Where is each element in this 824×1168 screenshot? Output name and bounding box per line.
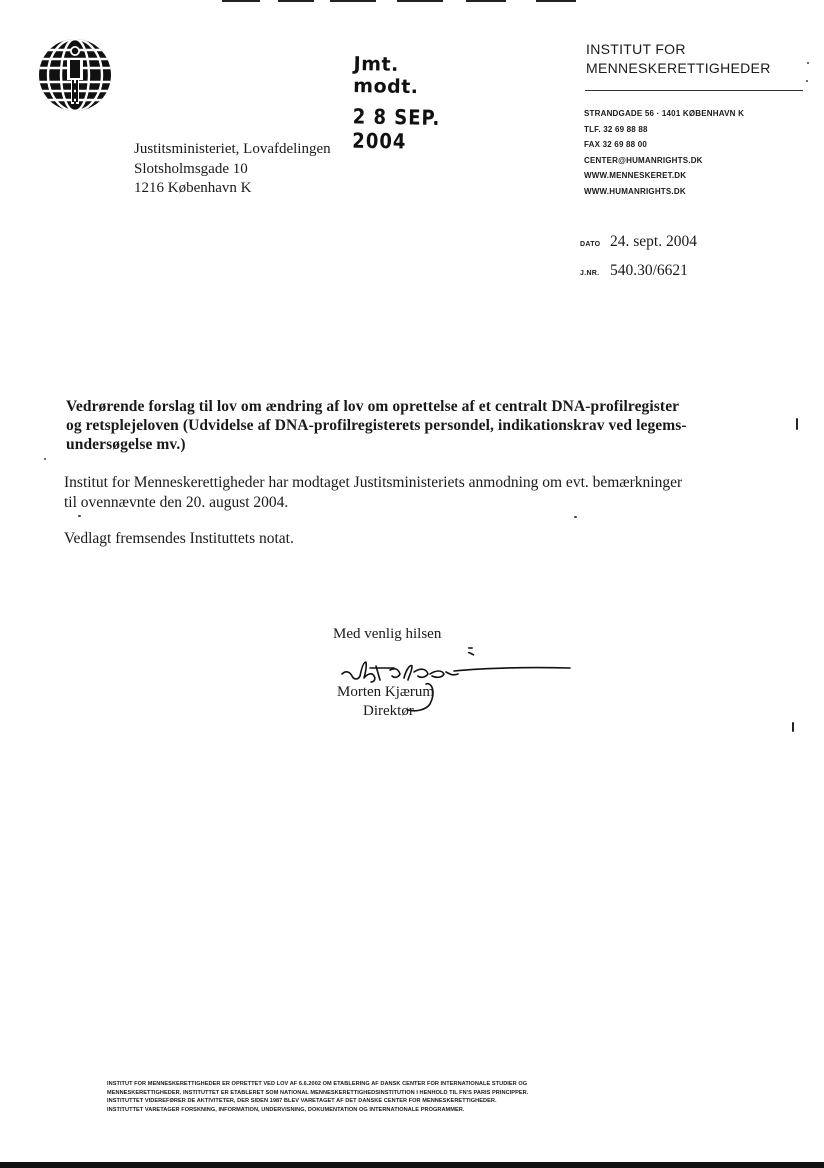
scan-line [536, 0, 576, 2]
institute-contact-block [584, 106, 744, 199]
institute-email: CENTER@HUMANRIGHTS.DK [584, 155, 703, 165]
institute-website-2: WWW.HUMANRIGHTS.DK [584, 186, 686, 196]
subject-line3: undersøgelse mv.) [66, 436, 186, 453]
scan-speck [796, 418, 798, 430]
recipient-line3: 1216 København K [134, 180, 252, 196]
scan-speck [44, 458, 46, 460]
stamp-received-label: Jmt. modt. [353, 53, 419, 99]
scan-speck [468, 647, 473, 649]
scan-speck [574, 516, 577, 518]
footer-line4: INSTITUTTET VARETAGER FORSKNING, INFORMATION, UNDERVISNING, DOKUMENTATION OG INTERNATIONALE PROGRAMMER. [107, 1106, 465, 1113]
footer-line2: MENNESKERETTIGHEDER. INSTITUTTET ER ETABLERET SOM NATIONAL MENNESKERETTIGHEDSINSTITUTION I HENHOLD TIL FN'S PARIS PRINCIPPER. [107, 1089, 529, 1096]
scan-line [278, 0, 314, 2]
recipient-line1: Justitsministeriet, Lovafdelingen [134, 141, 331, 157]
institute-name [586, 40, 771, 78]
letter-meta [580, 229, 697, 287]
signatory-title: Direktør [363, 703, 414, 719]
footer-line1: INSTITUT FOR MENNESKERETTIGHEDER ER OPRETTET VED LOV AF 6.6.2002 OM ETABLERING AF DANSK CENTER FOR INTERNATIONALE STUDIER OG [107, 1081, 528, 1087]
institute-website-1: WWW.MENNESKERET.DK [584, 171, 687, 180]
stamp-received-date: 2 8 SEP. 2004 [352, 105, 441, 155]
letter-subject [66, 397, 746, 454]
institute-logo-icon [38, 38, 112, 112]
body-paragraph-1-line1: Institut for Menneskerettigheder har modtaget Justitsministeriets anmodning om evt. bemærkninger [64, 474, 683, 491]
date-value: 24. sept. 2004 [610, 233, 697, 250]
reference-value: 540.30/6621 [610, 262, 688, 279]
scan-line [397, 0, 443, 2]
subject-line1: Vedrørende forslag til lov om ændring af lov om oprettelse af et centralt DNA-profilregister [66, 398, 680, 415]
letterhead-divider [585, 90, 803, 91]
closing-greeting: Med venlig hilsen [333, 626, 442, 642]
institute-name-line1: INSTITUT FOR [586, 41, 686, 57]
body-paragraph-2: Vedlagt fremsendes Instituttets notat. [64, 530, 294, 547]
institute-phone: TLF. 32 69 88 88 [584, 124, 648, 134]
reference-row [580, 258, 697, 287]
institute-fax: FAX 32 69 88 00 [584, 140, 648, 149]
scan-speck [78, 515, 81, 517]
scan-speck [792, 722, 794, 732]
date-label: DATO [580, 241, 601, 248]
scan-speck [807, 62, 809, 64]
scan-line [330, 0, 376, 2]
recipient-address [134, 140, 331, 199]
recipient-line2: Slotsholmsgade 10 [134, 160, 248, 177]
body-paragraph-1 [64, 473, 754, 512]
institute-address: STRANDGADE 56 · 1401 KØBENHAVN K [584, 109, 745, 118]
scan-line [222, 0, 260, 2]
received-stamp [352, 53, 464, 155]
institute-name-line2: MENNESKERETTIGHEDER [586, 60, 771, 76]
body-paragraph-1-line2: til ovennævnte den 20. august 2004. [64, 493, 289, 511]
subject-line2: og retsplejeloven (Udvidelse af DNA-profilregisterets persondel, indikationskrav ved legems- [66, 417, 687, 434]
legal-footer [107, 1080, 627, 1114]
scan-speck [806, 80, 808, 82]
signatory-name: Morten Kjærum [337, 684, 435, 700]
reference-label: J.NR. [580, 270, 600, 277]
scan-bottom-edge [0, 1162, 824, 1168]
footer-line3: INSTITUTTET VIDEREFØRER DE AKTIVITETER, DER SIDEN 1987 BLEV VARETAGET AF DET DANSKE CENTER FOR MENNESKERETTIGHEDER. [107, 1098, 497, 1105]
date-row [580, 229, 697, 258]
scan-line [466, 0, 506, 2]
